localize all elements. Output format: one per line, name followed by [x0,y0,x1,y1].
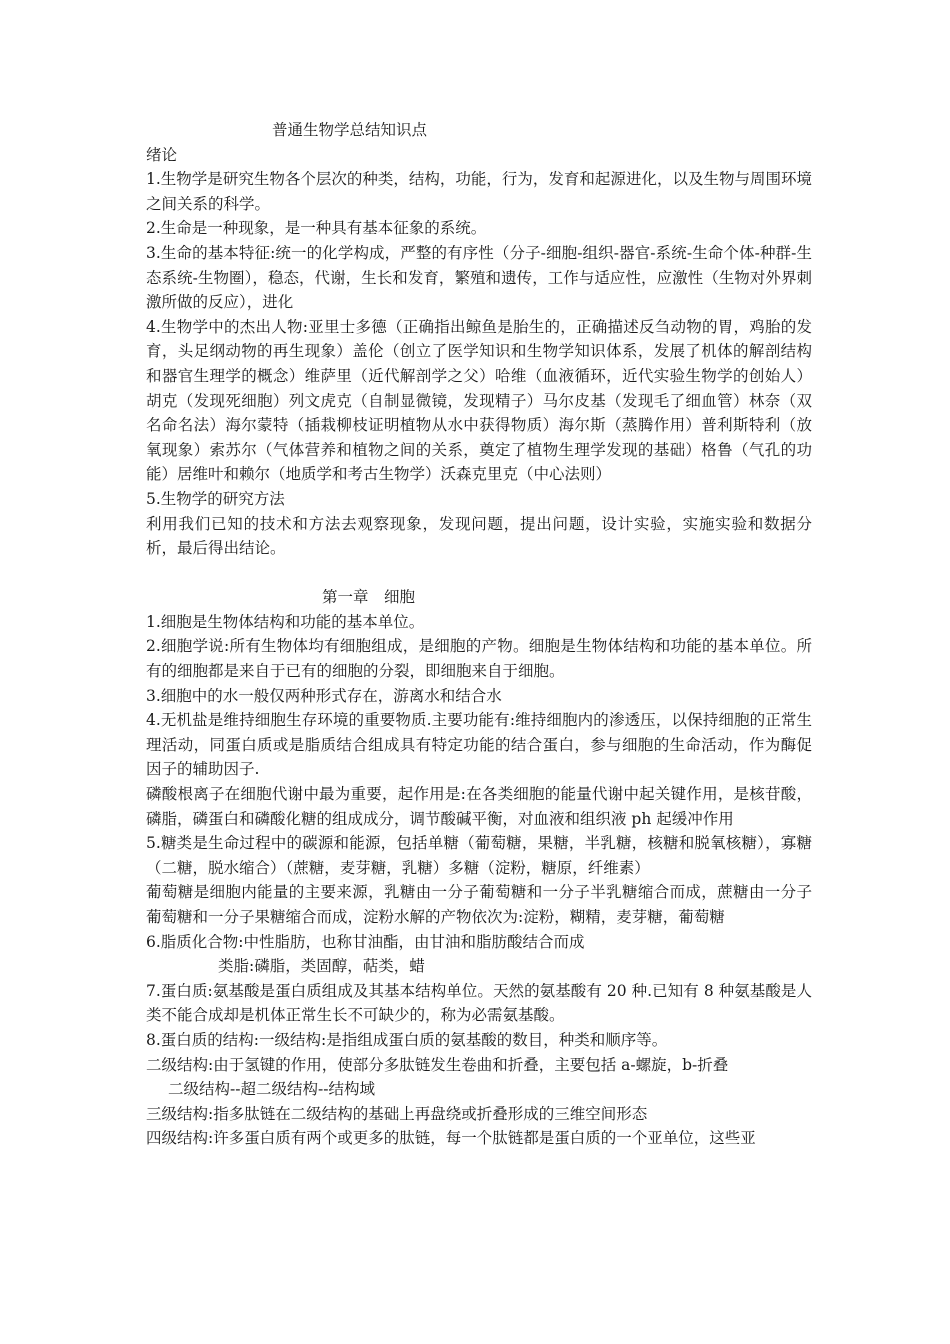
paragraph: 二级结构:由于氢键的作用，使部分多肽链发生卷曲和折叠，主要包括 a-螺旋，b-折叠 [146,1055,729,1074]
document-title: 普通生物学总结知识点 [272,121,428,139]
paragraph: 类脂:磷脂，类固醇，萜类，蜡 [218,957,425,976]
paragraph: 5.生物学的研究方法 [146,489,285,508]
paragraph: 2.生命是一种现象，是一种具有基本征象的系统。 [146,219,487,238]
paragraph: 1.细胞是生物体结构和功能的基本单位。 [146,612,425,631]
paragraph: 5.糖类是生命过程中的碳源和能源，包括单糖（葡萄糖，果糖，半乳糖，核糖和脱氧核糖），寡糖（二糖，脱水缩合）（蔗糖，麦芽糖，乳糖）多糖（淀粉，糖原，纤维素） [146,834,812,877]
paragraph: 4.无机盐是维持细胞生存环境的重要物质.主要功能有:维持细胞内的渗透压，以保持细胞的正常生理活动，同蛋白质或是脂质结合组成具有特定功能的结合蛋白，参与细胞的生命活动，作为酶促因子的辅助因子. [146,711,812,779]
paragraph: 3.细胞中的水一般仅两种形式存在，游离水和结合水 [146,686,502,705]
paragraph: 6.脂质化合物:中性脂肪，也称甘油酯，由甘油和脂肪酸结合而成 [146,932,585,951]
paragraph: 四级结构:许多蛋白质有两个或更多的肽链，每一个肽链都是蛋白质的一个亚单位，这些亚 [146,1129,756,1148]
blank-line [146,561,812,586]
document-page [146,118,812,1151]
paragraph: 1.生物学是研究生物各个层次的种类，结构，功能，行为，发育和起源进化，以及生物与周围环境之间关系的科学。 [146,170,812,213]
paragraph: 利用我们已知的技术和方法去观察现象，发现问题，提出问题，设计实验，实施实验和数据分析，最后得出结论。 [146,514,812,558]
paragraph: 磷酸根离子在细胞代谢中最为重要，起作用是:在各类细胞的能量代谢中起关键作用，是核苷酸，磷脂，磷蛋白和磷酸化糖的组成成分，调节酸碱平衡，对血液和组织液 ph 起缓冲作用 [146,785,812,828]
paragraph: 三级结构:指多肽链在二级结构的基础上再盘绕或折叠形成的三维空间形态 [146,1104,648,1123]
paragraph: 二级结构--超二级结构--结构域 [168,1080,375,1099]
paragraph: 3.生命的基本特征:统一的化学构成，严整的有序性（分子-细胞-组织-器官-系统-生命个体-种群-生态系统-生物圈），稳态，代谢，生长和发育，繁殖和遗传，工作与适应性，应激性（生物对外界刺激所做的反应），进化 [146,243,812,312]
paragraph: 葡萄糖是细胞内能量的主要来源，乳糖由一分子葡萄糖和一分子半乳糖缩合而成，蔗糖由一分子葡萄糖和一分子果糖缩合而成，淀粉水解的产物依次为:淀粉，糊精，麦芽糖，葡萄糖 [146,883,812,926]
paragraph: 7.蛋白质:氨基酸是蛋白质组成及其基本结构单位。天然的氨基酸有 20 种.已知有 8 种氨基酸是人类不能合成却是机体正常生长不可缺少的，称为必需氨基酸。 [146,981,812,1025]
chapter-heading: 第一章 细胞 [322,588,416,607]
paragraph: 4.生物学中的杰出人物:亚里士多德（正确指出鲸鱼是胎生的，正确描述反刍动物的胃，鸡胎的发育，头足纲动物的再生现象）盖伦（创立了医学知识和生物学知识体系，发展了机体的解剖结构和器官生理学的概念）维萨里（近代解剖学之父）哈维（血液循环，近代实验生物学的创始人）胡克（发现死细胞）列文虎克（自制显微镜，发现精子）马尔皮基（发现毛了细血管）林奈（双名命名法）海尔蒙特（插栽柳枝证明植物从水中获得物质）海尔斯（蒸腾作用）普利斯特利（放氧现象）索苏尔（气体营养和植物之间的关系，奠定了植物生理学发现的基础）格鲁（气孔的功能）居维叶和赖尔（地质学和考古生物学）沃森克里克（中心法则） [146,317,812,484]
paragraph: 8.蛋白质的结构:一级结构:是指组成蛋白质的氨基酸的数目，种类和顺序等。 [146,1030,668,1049]
paragraph: 2.细胞学说:所有生物体均有细胞组成，是细胞的产物。细胞是生物体结构和功能的基本单位。所有的细胞都是来自于已有的细胞的分裂，即细胞来自于细胞。 [146,637,812,681]
section-heading-intro: 绪论 [146,145,178,164]
